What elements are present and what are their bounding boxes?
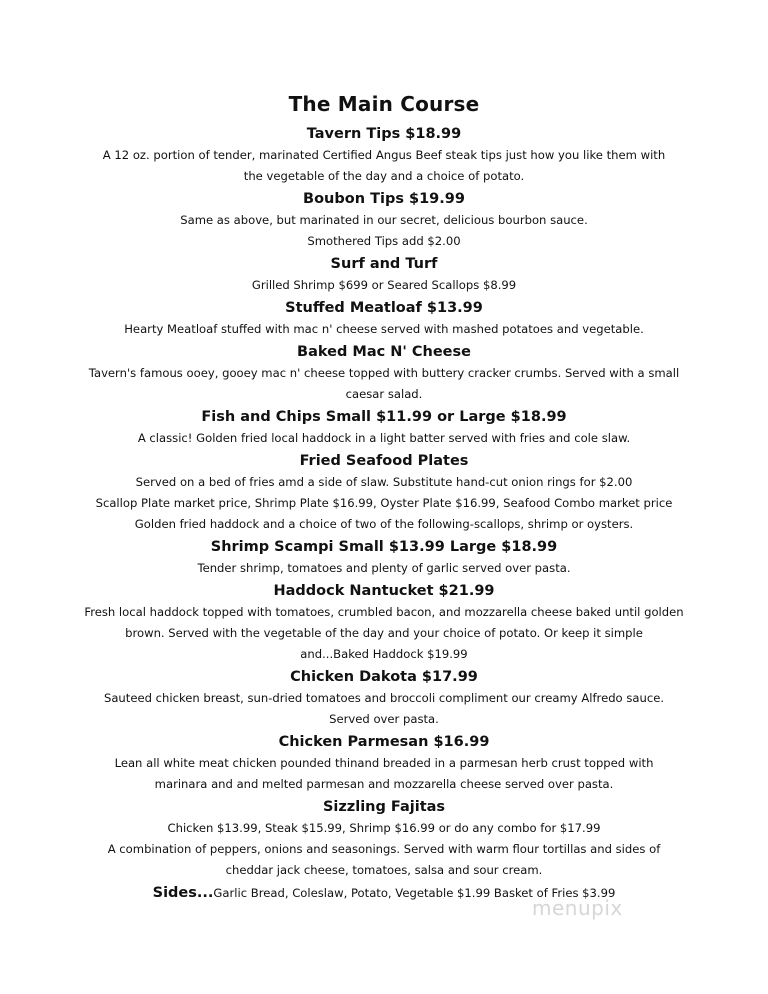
page-title: The Main Course (288, 92, 480, 116)
item-desc: Tavern's famous ooey, gooey mac n' cheese topped with buttery cracker crumbs. Served with a small (88, 366, 680, 380)
menu-item (60, 731, 708, 795)
item-desc: A classic! Golden fried local haddock in a light batter served with fries and cole slaw. (137, 431, 631, 445)
item-title: Fish and Chips Small $11.99 or Large $18.99 (201, 409, 567, 425)
item-title: Surf and Turf (330, 256, 438, 272)
item-desc: Grilled Shrimp $699 or Seared Scallops $8.99 (251, 278, 517, 292)
item-desc: Tender shrimp, tomatoes and plenty of garlic served over pasta. (197, 561, 571, 575)
item-desc: Chicken $13.99, Steak $15.99, Shrimp $16.99 or do any combo for $17.99 (167, 821, 601, 835)
item-desc: Sauteed chicken breast, sun-dried tomatoes and broccoli compliment our creamy Alfredo sauce. (103, 691, 665, 705)
item-desc: the vegetable of the day and a choice of potato. (243, 169, 525, 183)
menu-item (60, 666, 708, 730)
item-title: Tavern Tips $18.99 (306, 126, 462, 142)
item-desc: Lean all white meat chicken pounded thinand breaded in a parmesan herb crust topped with (114, 756, 654, 770)
item-desc: Same as above, but marinated in our secret, delicious bourbon sauce. (180, 213, 588, 227)
menu-item (60, 341, 708, 405)
item-desc: Hearty Meatloaf stuffed with mac n' cheese served with mashed potatoes and vegetable. (124, 322, 644, 336)
item-title: Baked Mac N' Cheese (297, 344, 471, 360)
item-title: Fried Seafood Plates (299, 453, 469, 469)
item-desc: Served over pasta. (329, 712, 439, 726)
sides-text: Garlic Bread, Coleslaw, Potato, Vegetable $1.99 Basket of Fries $3.99 (213, 886, 616, 900)
menu-item (60, 796, 708, 881)
menu-list (60, 122, 708, 904)
item-desc: brown. Served with the vegetable of the day and your choice of potato. Or keep it simple (125, 626, 643, 640)
item-title: Sizzling Fajitas (322, 799, 446, 815)
item-desc: A 12 oz. portion of tender, marinated Certified Angus Beef steak tips just how you like them with (102, 148, 666, 162)
menu-item (60, 580, 708, 665)
item-title: Chicken Parmesan $16.99 (278, 734, 490, 750)
item-title: Haddock Nantucket $21.99 (273, 583, 495, 599)
menu-item (60, 253, 708, 296)
item-desc: marinara and and melted parmesan and mozzarella cheese served over pasta. (154, 777, 614, 791)
menu-item (60, 188, 708, 252)
menu-item (60, 450, 708, 535)
menu-item (60, 406, 708, 449)
item-desc: Served on a bed of fries amd a side of slaw. Substitute hand-cut onion rings for $2.00 (135, 475, 633, 489)
item-desc: Smothered Tips add $2.00 (307, 234, 461, 248)
menu-item (60, 536, 708, 579)
sides-label: Sides... (152, 885, 214, 901)
item-title: Stuffed Meatloaf $13.99 (285, 300, 483, 316)
menu-item (60, 123, 708, 187)
item-desc: A combination of peppers, onions and seasonings. Served with warm flour tortillas and sides of (107, 842, 661, 856)
item-desc: Fresh local haddock topped with tomatoes, crumbled bacon, and mozzarella cheese baked until golden (84, 605, 684, 619)
item-desc: caesar salad. (345, 387, 423, 401)
item-desc: and...Baked Haddock $19.99 (300, 647, 468, 661)
item-desc: Golden fried haddock and a choice of two of the following-scallops, shrimp or oysters. (134, 517, 634, 531)
item-title: Boubon Tips $19.99 (303, 191, 465, 207)
item-title: Shrimp Scampi Small $13.99 Large $18.99 (210, 539, 558, 555)
menu-item (60, 297, 708, 340)
item-desc: Scallop Plate market price, Shrimp Plate $16.99, Oyster Plate $16.99, Seafood Combo market price (95, 496, 673, 510)
item-title: Chicken Dakota $17.99 (290, 669, 478, 685)
watermark-logo: menupix (532, 896, 623, 920)
item-desc: cheddar jack cheese, tomatoes, salsa and sour cream. (225, 863, 543, 877)
